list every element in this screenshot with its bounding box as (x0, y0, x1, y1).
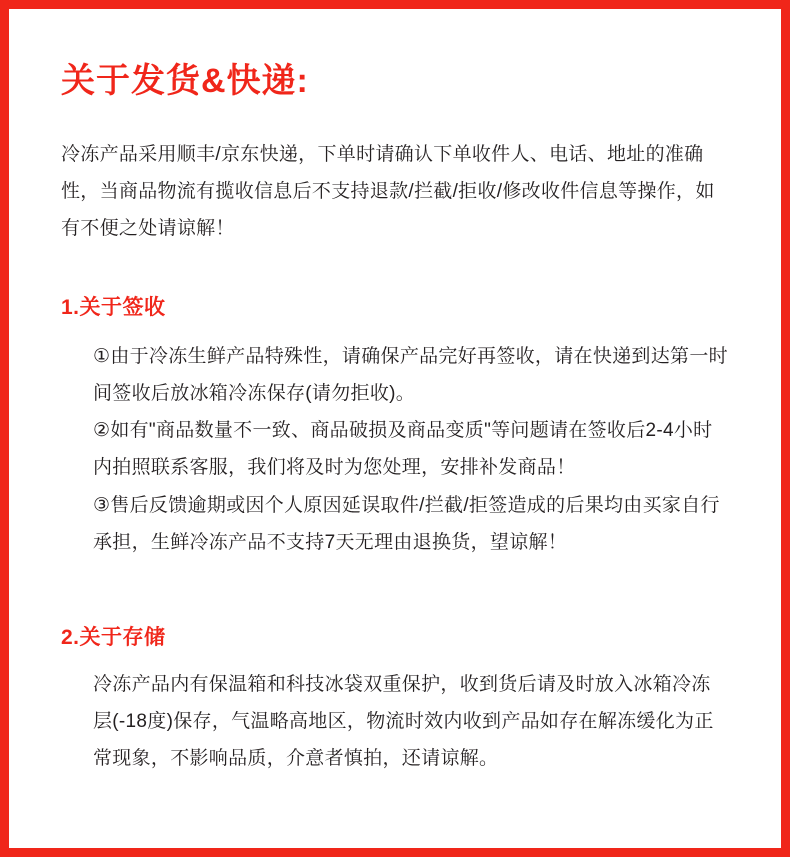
poster-content (9, 9, 781, 848)
section-1-paragraph-2: ②如有"商品数量不一致、商品破损及商品变质"等问题请在签收后2-4小时内拍照联系客服，我们将及时为您处理，安排补发商品！ (93, 420, 713, 479)
section-1-heading: 1.关于签收 (61, 295, 166, 319)
page-title: 关于发货&快递: (61, 62, 309, 100)
section-2-paragraph-1: 冷冻产品内有保温箱和科技冰袋双重保护，收到货后请及时放入冰箱冷冻层(-18度)保存，气温略高地区，物流时效内收到产品如存在解冻缓化为正常现象，不影响品质，介意者慎拍，还请谅解。 (93, 674, 714, 770)
section-2-body (61, 666, 729, 777)
section-2-heading: 2.关于存储 (61, 625, 166, 649)
section-storage (61, 623, 729, 778)
section-1-paragraph-1: ①由于冷冻生鲜产品特殊性，请确保产品完好再签收，请在快递到达第一时间签收后放冰箱冷冻保存(请勿拒收)。 (93, 346, 728, 405)
section-1-paragraph-3: ③售后反馈逾期或因个人原因延误取件/拦截/拒签造成的后果均由买家自行承担，生鲜冷冻产品不支持7天无理由退换货，望谅解！ (93, 494, 720, 553)
section-1-body (61, 338, 729, 560)
section-shipping-receipt (61, 293, 729, 561)
intro-paragraph: 冷冻产品采用顺丰/京东快递，下单时请确认下单收件人、电话、地址的准确性，当商品物流有揽收信息后不支持退款/拦截/拒收/修改收件信息等操作，如有不便之处请谅解！ (61, 143, 715, 239)
